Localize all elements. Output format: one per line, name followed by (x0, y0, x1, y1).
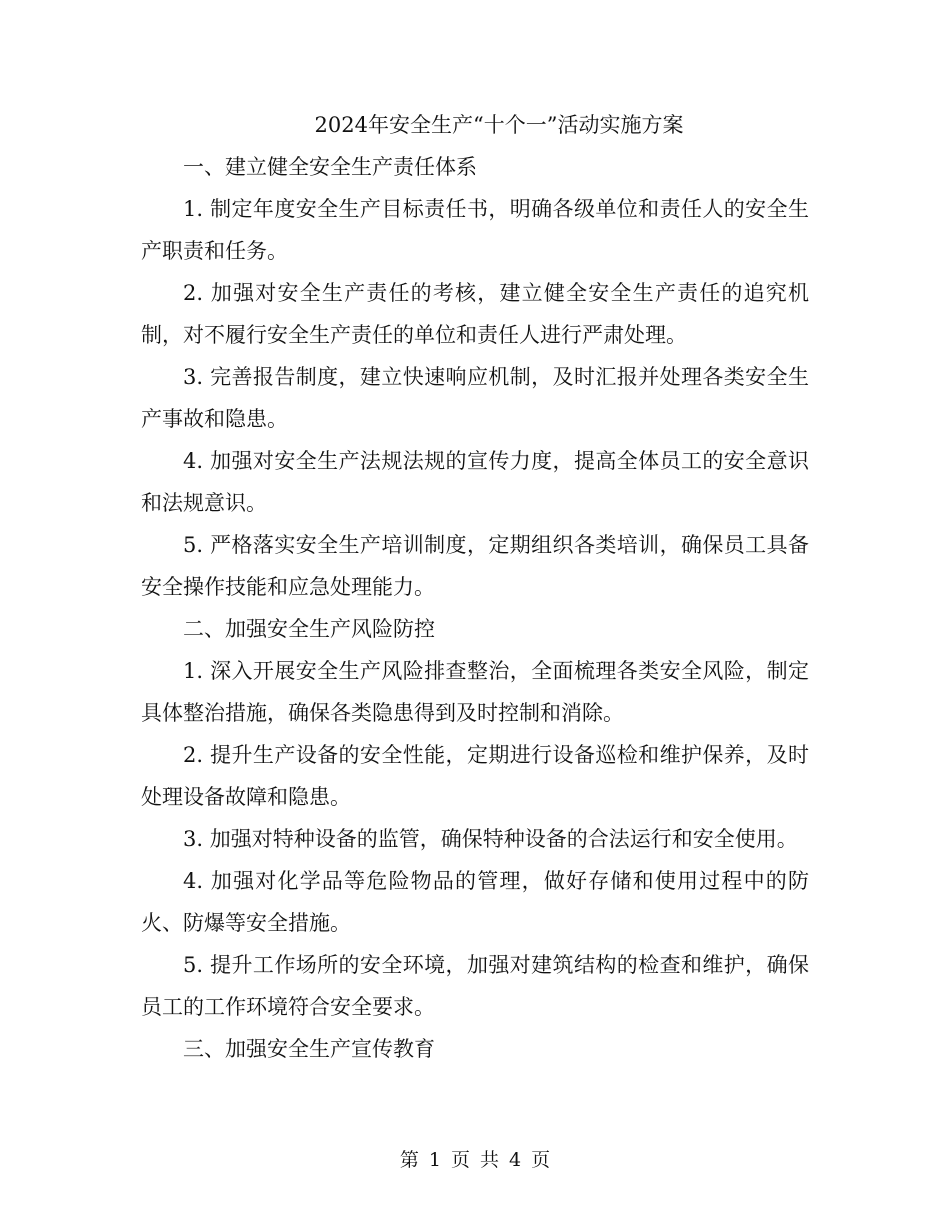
section-item: 2. 加强对安全生产责任的考核，建立健全安全生产责任的追究机制，对不履行安全生产责任的单位和责任人进行严肃处理。 (141, 281, 809, 347)
section-item: 3. 完善报告制度，建立快速响应机制，及时汇报并处理各类安全生产事故和隐患。 (141, 365, 809, 431)
page-number-footer: 第 1 页 共 4 页 (399, 1149, 551, 1171)
section-heading: 三、加强安全生产宣传教育 (183, 1037, 435, 1061)
document-title: 2024年安全生产“十个一”活动实施方案 (314, 113, 684, 137)
section-item: 5. 提升工作场所的安全环境，加强对建筑结构的检查和维护，确保员工的工作环境符合安全要求。 (141, 953, 809, 1019)
section-item: 5. 严格落实安全生产培训制度，定期组织各类培训，确保员工具备安全操作技能和应急处理能力。 (141, 533, 809, 599)
section-item: 1. 深入开展安全生产风险排查整治，全面梳理各类安全风险，制定具体整治措施，确保各类隐患得到及时控制和消除。 (141, 659, 809, 725)
section-item: 4. 加强对安全生产法规法规的宣传力度，提高全体员工的安全意识和法规意识。 (141, 449, 809, 515)
section-heading: 二、加强安全生产风险防控 (183, 617, 435, 641)
section-item: 4. 加强对化学品等危险物品的管理，做好存储和使用过程中的防火、防爆等安全措施。 (141, 869, 809, 935)
section-item: 1. 制定年度安全生产目标责任书，明确各级单位和责任人的安全生产职责和任务。 (141, 197, 809, 263)
section-item: 2. 提升生产设备的安全性能，定期进行设备巡检和维护保养，及时处理设备故障和隐患。 (141, 743, 809, 809)
section-heading: 一、建立健全安全生产责任体系 (183, 155, 477, 179)
section-item: 3. 加强对特种设备的监管，确保特种设备的合法运行和安全使用。 (183, 827, 798, 851)
document-body (141, 104, 809, 1070)
